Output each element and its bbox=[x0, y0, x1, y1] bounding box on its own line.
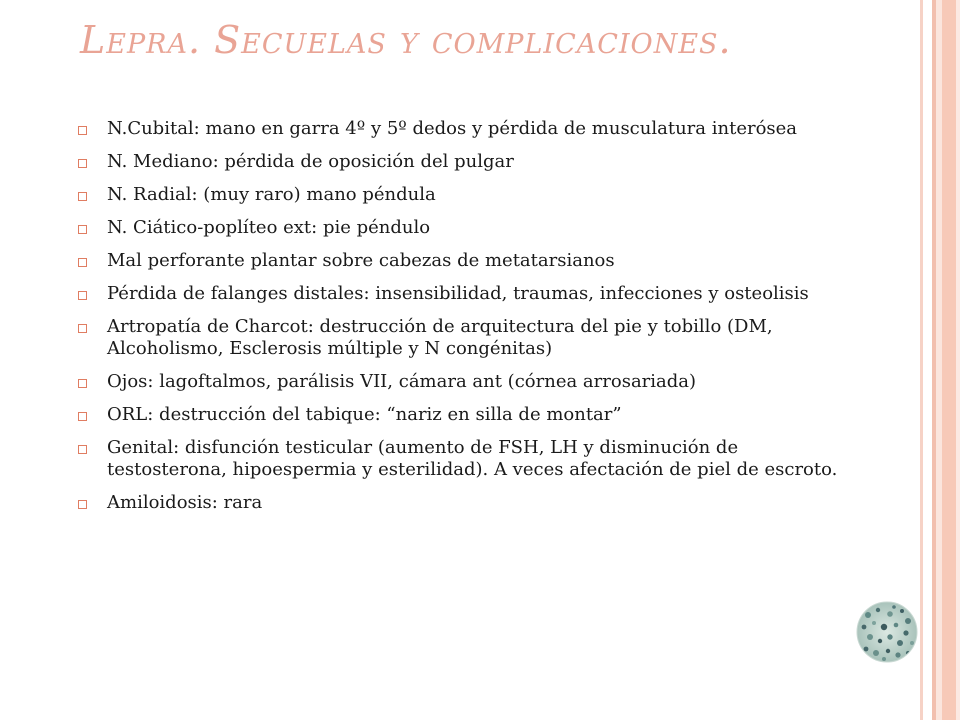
decorative-stripes bbox=[920, 0, 960, 720]
microscopy-image-icon bbox=[856, 601, 918, 663]
stripe bbox=[923, 0, 932, 720]
square-bullet-icon bbox=[78, 500, 87, 509]
bullet-text: N. Ciático-poplíteo ext: pie péndulo bbox=[107, 217, 431, 238]
square-bullet-icon bbox=[78, 324, 87, 333]
bullet-text: Ojos: lagoftalmos, parálisis VII, cámara ant (córnea arrosariada) bbox=[107, 371, 697, 392]
square-bullet-icon bbox=[78, 445, 87, 454]
bullet-text: Artropatía de Charcot: destrucción de arquitectura del pie y tobillo (DM, Alcoholismo, Esclerosis múltiple y N congénitas) bbox=[107, 316, 773, 359]
bullet-text: Genital: disfunción testicular (aumento de FSH, LH y disminución de testosterona, hipoespermia y esterilidad). A veces afectación de piel de escroto. bbox=[107, 437, 838, 480]
list-item bbox=[74, 250, 854, 272]
bullet-text: ORL: destrucción del tabique: “nariz en silla de montar” bbox=[107, 404, 622, 425]
bullet-text: Mal perforante plantar sobre cabezas de metatarsianos bbox=[107, 250, 615, 271]
list-item bbox=[74, 184, 854, 206]
square-bullet-icon bbox=[78, 192, 87, 201]
list-item bbox=[74, 151, 854, 173]
list-item bbox=[74, 316, 854, 360]
stripe bbox=[942, 0, 956, 720]
square-bullet-icon bbox=[78, 412, 87, 421]
bullet-text: N.Cubital: mano en garra 4º y 5º dedos y pérdida de musculatura interósea bbox=[107, 118, 798, 139]
bullet-list bbox=[74, 118, 854, 525]
list-item bbox=[74, 437, 854, 481]
bullet-text: N. Mediano: pérdida de oposición del pulgar bbox=[107, 151, 514, 172]
bullet-text: N. Radial: (muy raro) mano péndula bbox=[107, 184, 436, 205]
square-bullet-icon bbox=[78, 379, 87, 388]
list-item bbox=[74, 283, 854, 305]
slide-title: Lepra. Secuelas y complicaciones. bbox=[80, 18, 732, 62]
list-item bbox=[74, 492, 854, 514]
list-item bbox=[74, 118, 854, 140]
bullet-text: Pérdida de falanges distales: insensibilidad, traumas, infecciones y osteolisis bbox=[107, 283, 809, 304]
square-bullet-icon bbox=[78, 258, 87, 267]
square-bullet-icon bbox=[78, 159, 87, 168]
list-item bbox=[74, 217, 854, 239]
square-bullet-icon bbox=[78, 126, 87, 135]
square-bullet-icon bbox=[78, 291, 87, 300]
stripe bbox=[956, 0, 960, 720]
list-item bbox=[74, 371, 854, 393]
square-bullet-icon bbox=[78, 225, 87, 234]
bullet-text: Amiloidosis: rara bbox=[107, 492, 263, 513]
list-item bbox=[74, 404, 854, 426]
